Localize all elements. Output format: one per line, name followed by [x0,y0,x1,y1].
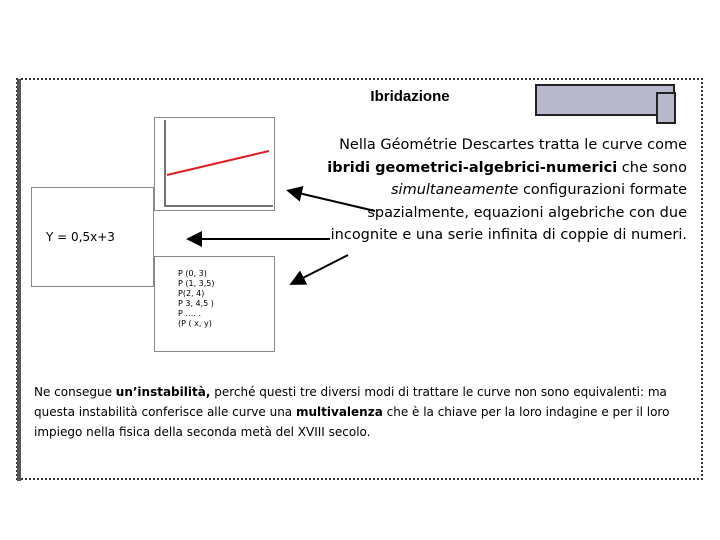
point-item: P (1, 3,5) [178,279,215,288]
point-item: P (0, 3) [178,269,207,278]
footer-paragraph: Ne consegue un’instabilità, perché questi tre diversi modi di trattare le curve non sono equivalenti: ma questa instabilità conferisce alle curve una multivalenza che è la chiave per la loro indagine e per il loro impiego nella fisica della seconda metà del XVIII secolo. [34,385,670,439]
point-item: P 3, 4,5 ) [178,299,214,308]
point-item: (P ( x, y) [178,319,212,328]
arrow-left-to-points-icon [293,255,348,283]
description-text: Nella Géométrie Descartes tratta le curve come ibridi geometrici-algebrici-numerici che sono simultaneamente configurazioni formate spazialmente, equazioni algebriche con due incognite e una serie infinita di coppie di numeri. [327,137,687,243]
slide-title: Ibridazione [370,88,450,105]
point-item: P(2, 4) [178,289,205,298]
point-item: P …. . [178,309,201,318]
equation-text: Y = 0,5x+3 [46,230,115,244]
